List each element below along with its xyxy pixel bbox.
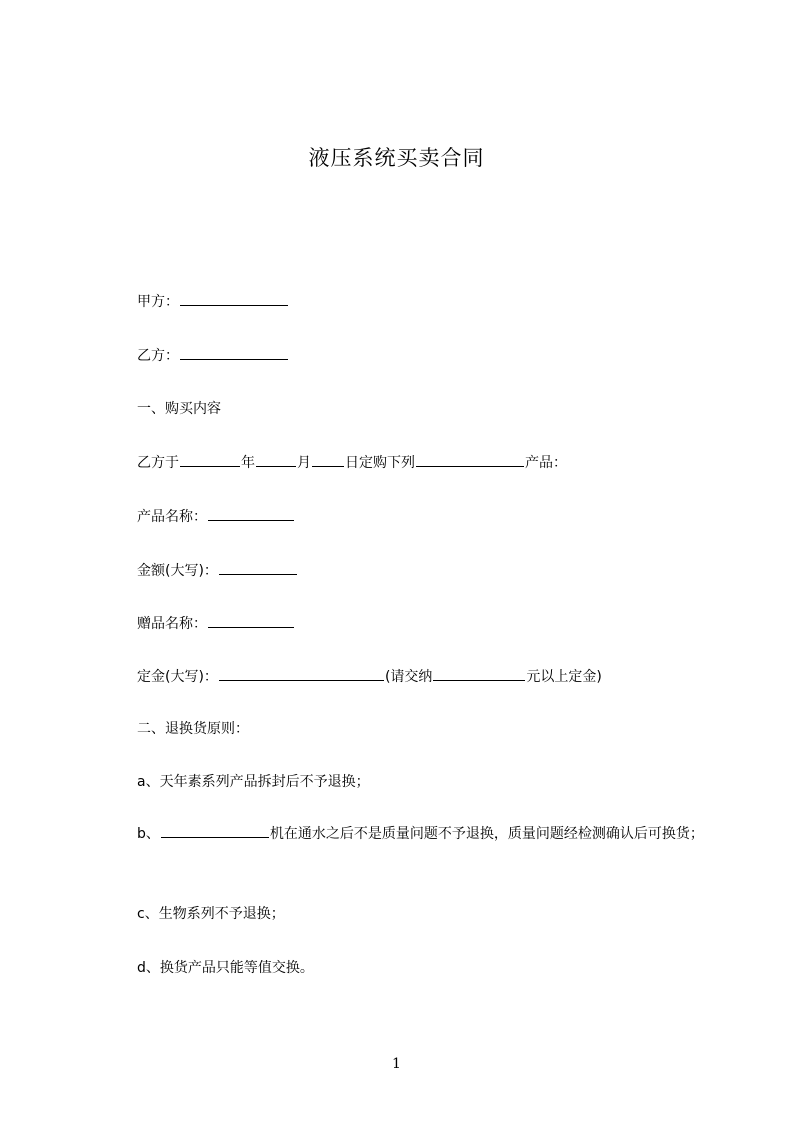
deposit-line — [137, 666, 602, 687]
amount-line — [137, 560, 298, 581]
item-b — [107, 820, 713, 848]
month-label: 月 — [297, 455, 311, 471]
gift-name-blank[interactable] — [208, 613, 294, 628]
amount-label: 金额(大写)： — [137, 563, 218, 579]
order-prefix: 乙方于 — [137, 455, 179, 471]
item-b-prefix: b、 — [137, 826, 160, 842]
deposit-note-prefix: (请交纳 — [384, 669, 433, 685]
deposit-min-blank[interactable] — [433, 666, 525, 681]
year-blank[interactable] — [180, 452, 240, 467]
deposit-note-suffix: 元以上定金) — [526, 669, 602, 685]
product-name-line — [137, 506, 295, 527]
party-a-label: 甲方： — [137, 294, 179, 310]
day-blank[interactable] — [312, 452, 344, 467]
item-b-blank[interactable] — [161, 823, 269, 838]
item-c: c、生物系列不予退换； — [137, 906, 285, 922]
deposit-blank[interactable] — [219, 666, 384, 681]
party-b-blank[interactable] — [180, 345, 288, 360]
month-blank[interactable] — [256, 452, 296, 467]
product-type-blank[interactable] — [416, 452, 524, 467]
gift-name-label: 赠品名称： — [137, 616, 207, 632]
product-name-blank[interactable] — [208, 506, 294, 521]
amount-blank[interactable] — [219, 560, 297, 575]
item-a: a、天年素系列产品拆封后不予退换； — [137, 774, 370, 790]
page-number: 1 — [392, 1056, 401, 1072]
party-b-line — [137, 345, 289, 366]
document-title: 液压系统买卖合同 — [308, 146, 485, 170]
gift-name-line — [137, 613, 295, 634]
section1-heading: 一、购买内容 — [137, 401, 221, 417]
day-text: 日定购下列 — [345, 455, 415, 471]
party-a-blank[interactable] — [180, 291, 288, 306]
order-suffix: 产品： — [525, 455, 567, 471]
item-d: d、换货产品只能等值交换。 — [137, 960, 314, 976]
party-a-line — [137, 291, 289, 312]
product-name-label: 产品名称： — [137, 509, 207, 525]
order-date-line — [137, 452, 567, 473]
item-b-text: 机在通水之后不是质量问题不予退换，质量问题经检测确认后可换货； — [269, 826, 704, 842]
section2-heading: 二、退换货原则： — [137, 721, 249, 737]
year-label: 年 — [241, 455, 255, 471]
party-b-label: 乙方： — [137, 348, 179, 364]
deposit-label: 定金(大写)： — [137, 669, 218, 685]
